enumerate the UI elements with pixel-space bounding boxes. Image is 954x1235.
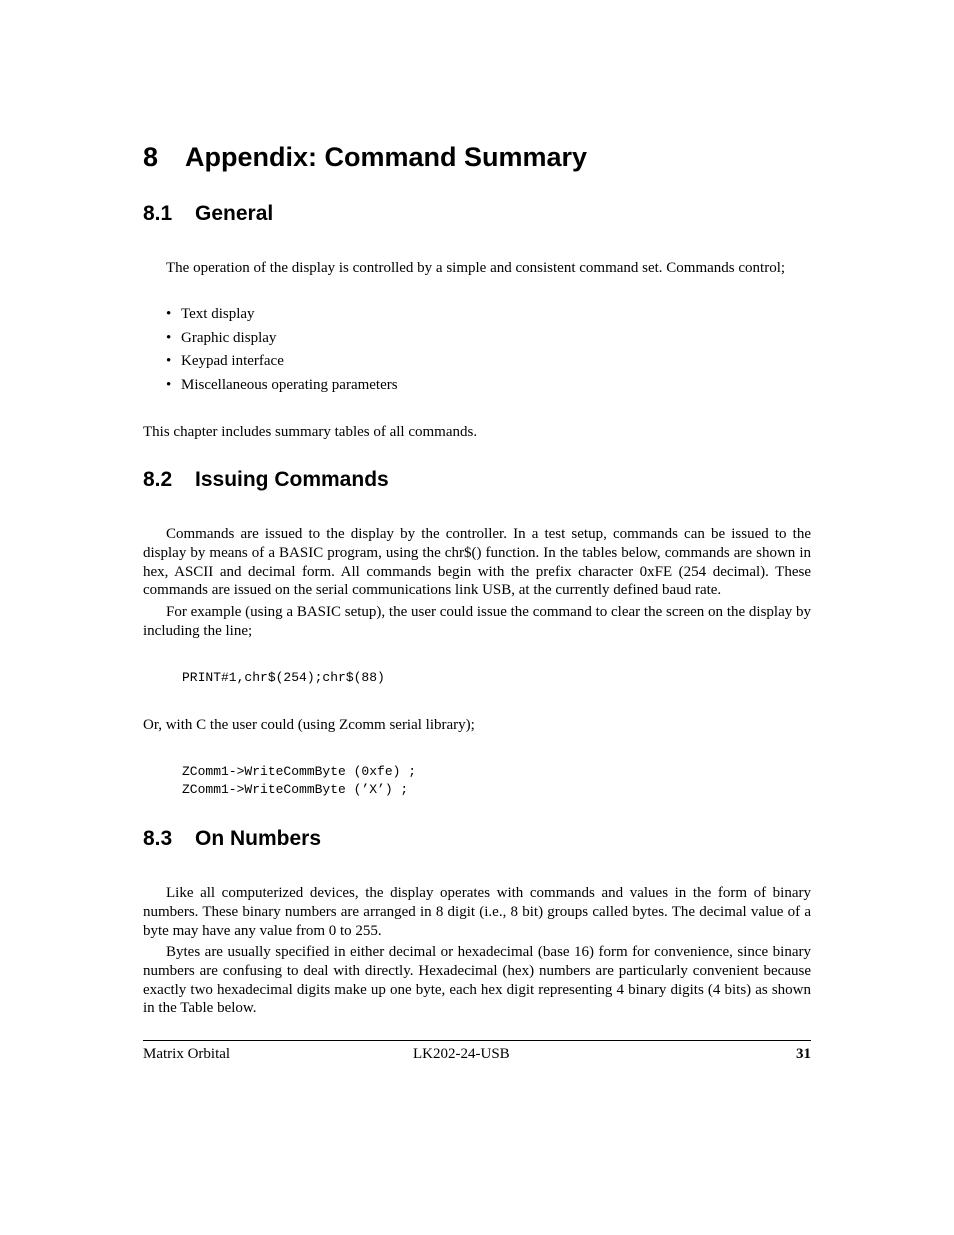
footer-rule — [143, 1040, 811, 1041]
footer-left: Matrix Orbital — [143, 1046, 231, 1062]
command-category-list — [166, 305, 398, 399]
issuing-paragraph-2: For example (using a BASIC setup), the user could issue the command to clear the screen on the display by including the line; — [143, 604, 811, 639]
list-item: • Text display — [166, 306, 255, 322]
chapter-number: 8 — [143, 142, 159, 172]
list-item: • Graphic display — [166, 329, 277, 346]
issuing-paragraph-1: Commands are issued to the display by the controller. In a test setup, commands can be issued to the display by means of a BASIC program, using the chr$() function. In the tables below, commands are shown in hex, ASCII and decimal form. All commands begin with the prefix character 0xFE (254 decimal). These commands are issued on the serial communications link USB, at the currently defined baud rate. — [143, 526, 811, 599]
numbers-paragraph-2: Bytes are usually specified in either decimal or hexadecimal (base 16) form for convenience, since binary numbers are confusing to deal with directly. Hexadecimal (hex) numbers are particularly convenient because exactly two hexadecimal digits make up one byte, each hex digit representing 4 binary digits (4 bits) as shown in the Table below. — [143, 944, 811, 1017]
numbers-paragraph-1: Like all computerized devices, the display operates with commands and values in the form of binary numbers. These binary numbers are arranged in 8 digit (i.e., 8 bit) groups called bytes. The decimal value of a byte may have any value from 0 to 255. — [143, 885, 811, 939]
section-heading-issuing-commands — [143, 468, 389, 492]
document-page — [143, 0, 811, 1235]
section-title: General — [195, 202, 274, 225]
page-number: 31 — [796, 1046, 811, 1062]
chapter-title: Appendix: Command Summary — [185, 142, 588, 172]
bullet-icon: • — [166, 329, 172, 346]
section-title: Issuing Commands — [195, 468, 389, 491]
c-code-line-2: ZComm1->WriteCommByte (’X’) ; — [182, 782, 409, 797]
section-number: 8.3 — [143, 827, 173, 850]
section-number: 8.1 — [143, 202, 173, 225]
general-closing-paragraph: This chapter includes summary tables of all commands. — [143, 424, 478, 440]
list-item: • Miscellaneous operating parameters — [166, 376, 398, 393]
bullet-icon: • — [166, 306, 172, 322]
section-heading-general — [143, 202, 273, 226]
bullet-icon: • — [166, 353, 172, 369]
section-number: 8.2 — [143, 468, 173, 491]
c-code-line-1: ZComm1->WriteCommByte (0xfe) ; — [182, 764, 417, 779]
section-title: On Numbers — [195, 827, 322, 850]
bullet-icon: • — [166, 376, 172, 393]
footer-center: LK202-24-USB — [413, 1046, 510, 1062]
general-intro-paragraph: The operation of the display is controlled by a simple and consistent command set. Commands control; — [166, 260, 786, 276]
issuing-paragraph-3: Or, with C the user could (using Zcomm serial library); — [143, 717, 475, 733]
list-item: • Keypad interface — [166, 353, 284, 369]
chapter-heading — [143, 142, 587, 173]
basic-code-example: PRINT#1,chr$(254);chr$(88) — [182, 670, 385, 685]
section-heading-on-numbers — [143, 827, 321, 851]
